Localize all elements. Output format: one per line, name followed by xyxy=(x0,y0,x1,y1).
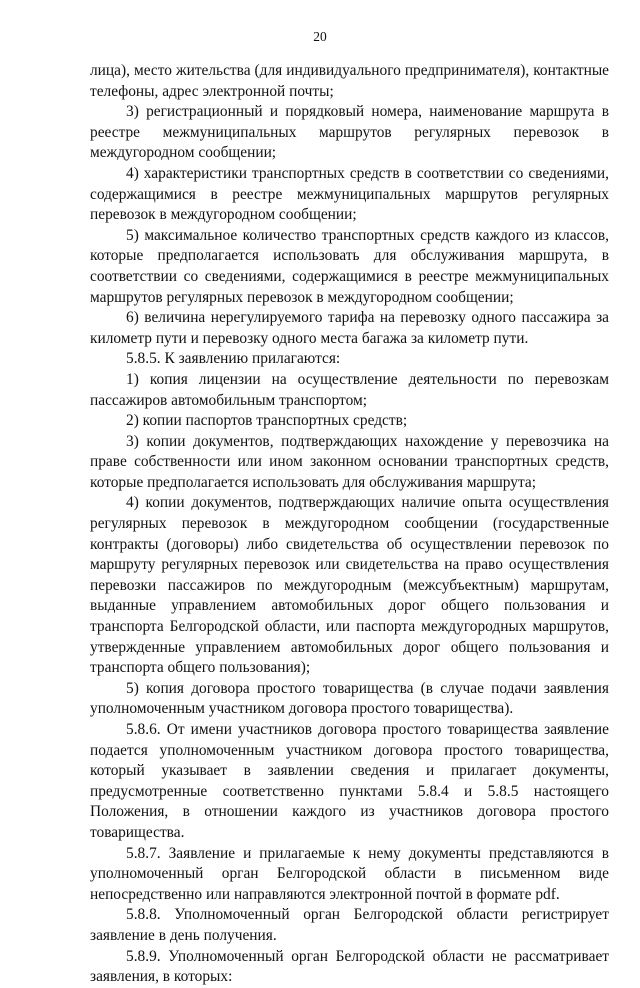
paragraph-attachment-4-experience: 4) копии документов, подтверждающих наличие опыта осуществления регулярных перевозок в междугородном сообщении (государственные контракты (договоры) либо свидетельства об осуществлении перевозок по маршруту регулярных перевозок или свидетельства на право осуществления перевозки пассажиров по междугородным (межсубъектным) маршрутам, выданные управлением автомобильных дорог общего пользования и транспорта Белгородской области, или паспорта междугородных маршрутов, утвержденные управлением автомобильных дорог общего пользования и транспорта общего пользования); xyxy=(90,494,609,677)
paragraph-contact-continuation: лица), место жительства (для индивидуального предпринимателя), контактные телефоны, адрес электронной почты; xyxy=(90,62,609,100)
page-number: 20 xyxy=(313,29,327,44)
paragraph-5-8-5-heading: 5.8.5. К заявлению прилагаются: xyxy=(126,350,341,368)
paragraph-5-8-8: 5.8.8. Уполномоченный орган Белгородской области регистрирует заявление в день получения. xyxy=(90,906,609,944)
paragraph-item-5-max-vehicles: 5) максимальное количество транспортных средств каждого из классов, которые предполагается использовать для обслуживания маршрута, в соответствии со сведениями, содержащимися в реестре межмуниципальных маршрутов регулярных перевозок в междугородном сообщении; xyxy=(90,226,609,306)
paragraph-item-3-route-numbers: 3) регистрационный и порядковый номера, наименование маршрута в реестре межмуниципальных маршрутов регулярных перевозок в междугородном сообщении; xyxy=(90,103,609,162)
paragraph-attachment-1-license: 1) копия лицензии на осуществление деятельности по перевозкам пассажиров автомобильным транспортом; xyxy=(90,370,609,409)
paragraph-attachment-2-passports: 2) копии паспортов транспортных средств; xyxy=(126,412,408,430)
paragraph-5-8-7: 5.8.7. Заявление и прилагаемые к нему документы представляются в уполномоченный орган Белгородской области в письменном виде непосредственно или направляются электронной почтой в формате pdf. xyxy=(90,844,609,903)
document-body xyxy=(90,61,609,988)
paragraph-attachment-3-ownership: 3) копии документов, подтверждающих нахождение у перевозчика на праве собственности или ином законном основании транспортных средств, которые предполагается использовать для обслуживания маршрута; xyxy=(90,432,609,491)
paragraph-5-8-6: 5.8.6. От имени участников договора простого товарищества заявление подается уполномоченным участником договора простого товарищества, который указывает в заявлении сведения и прилагает документы, предусмотренные соответственно пунктами 5.8.4 и 5.8.5 настоящего Положения, в отношении каждого из участников договора простого товарищества. xyxy=(90,721,609,841)
paragraph-item-6-tariff: 6) величина нерегулируемого тарифа на перевозку одного пассажира за километр пути и перевозку одного места багажа за километр пути. xyxy=(90,309,609,347)
paragraph-5-8-9: 5.8.9. Уполномоченный орган Белгородской области не рассматривает заявления, в которых: xyxy=(90,947,609,986)
paragraph-item-4-vehicle-characteristics: 4) характеристики транспортных средств в соответствии со сведениями, содержащимися в реестре межмуниципальных маршрутов регулярных перевозок в междугородном сообщении; xyxy=(90,164,609,224)
paragraph-attachment-5-partnership: 5) копия договора простого товарищества (в случае подачи заявления уполномоченным участником договора простого товарищества). xyxy=(90,679,609,718)
